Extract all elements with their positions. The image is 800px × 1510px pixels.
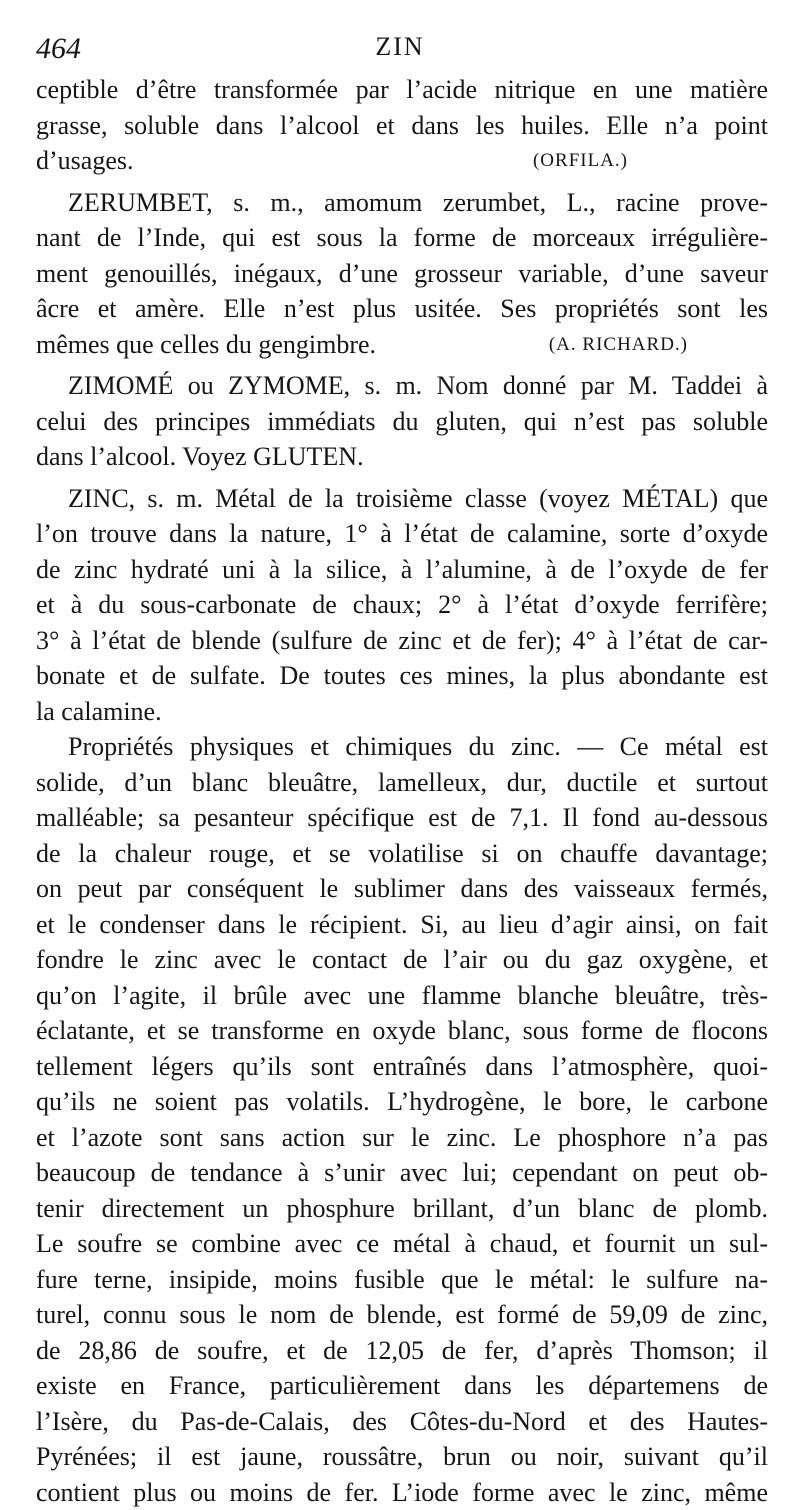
text-line: turel, connu sous le nom de blende, est formé de 59,09 de zinc, <box>36 1297 768 1333</box>
text-line-fragment: ZERUMBET, s. m., amomum zerumbet, L., racine prove- <box>68 188 768 217</box>
text-line <box>36 327 768 363</box>
page-number: 464 <box>36 32 81 66</box>
page-body <box>36 72 768 1510</box>
text-line: tenir directement un phosphure brillant, d’un blanc de plomb. <box>36 1191 768 1227</box>
author-signature-richard: (A. RICHARD.) <box>549 327 688 363</box>
text-line: dans l’alcool. Voyez GLUTEN. <box>36 439 768 475</box>
text-line: Le soufre se combine avec ce métal à chaud, et fournit un sul- <box>36 1226 768 1262</box>
entry-first-line-zerumbet <box>36 185 768 221</box>
text-line: l’Isère, du Pas-de-Calais, des Côtes-du-Nord et des Hautes- <box>36 1404 768 1440</box>
entry-first-line-zimome: ZIMOMÉ ou ZYMOME, s. m. Nom donné par M. Taddei à <box>36 368 768 404</box>
text-line-fragment: d’usages. <box>36 146 133 175</box>
text-line: fondre le zinc avec le contact de l’air ou du gaz oxygène, et <box>36 942 768 978</box>
text-line: malléable; sa pesanteur spécifique est de 7,1. Il fond au-dessous <box>36 800 768 836</box>
text-line: grasse, soluble dans l’alcool et dans les huiles. Elle n’a point <box>36 108 768 144</box>
running-head: ZIN <box>0 32 800 62</box>
text-line: et le condenser dans le récipient. Si, au lieu d’agir ainsi, on fait <box>36 907 768 943</box>
section-first-line: Propriétés physiques et chimiques du zinc. — Ce métal est <box>36 729 768 765</box>
author-signature-orfila: (ORFILA.) <box>533 143 628 179</box>
text-line: ceptible d’être transformée par l’acide nitrique en une matière <box>36 72 768 108</box>
text-line: âcre et amère. Elle n’est plus usitée. Ses propriétés sont les <box>36 291 768 327</box>
text-line: celui des principes immédiats du gluten, qui n’est pas soluble <box>36 404 768 440</box>
text-line: fure terne, insipide, moins fusible que le métal: le sulfure na- <box>36 1262 768 1298</box>
text-line: on peut par conséquent le sublimer dans des vaisseaux fermés, <box>36 871 768 907</box>
text-line: de la chaleur rouge, et se volatilise si on chauffe davantage; <box>36 836 768 872</box>
text-line: qu’ils ne soient pas volatils. L’hydrogène, le bore, le carbone <box>36 1084 768 1120</box>
text-line: 3° à l’état de blende (sulfure de zinc et de fer); 4° à l’état de car- <box>36 623 768 659</box>
text-line: la calamine. <box>36 694 768 730</box>
text-line: qu’on l’agite, il brûle avec une flamme blanche bleuâtre, très- <box>36 978 768 1014</box>
text-line: et l’azote sont sans action sur le zinc. Le phosphore n’a pas <box>36 1120 768 1156</box>
text-line: beaucoup de tendance à s’unir avec lui; cependant on peut ob- <box>36 1155 768 1191</box>
text-line <box>36 143 768 179</box>
text-line: nant de l’Inde, qui est sous la forme de morceaux irrégulière- <box>36 220 768 256</box>
text-line: de 28,86 de soufre, et de 12,05 de fer, d’après Thomson; il <box>36 1333 768 1369</box>
text-line: et à du sous-carbonate de chaux; 2° à l’état d’oxyde ferrifère; <box>36 587 768 623</box>
text-line: bonate et de sulfate. De toutes ces mines, la plus abondante est <box>36 658 768 694</box>
text-line: éclatante, et se transforme en oxyde blanc, sous forme de flocons <box>36 1013 768 1049</box>
text-line: contient plus ou moins de fer. L’iode forme avec le zinc, même <box>36 1475 768 1510</box>
text-line: existe en France, particulièrement dans les départemens de <box>36 1368 768 1404</box>
entry-first-line-zinc: ZINC, s. m. Métal de la troisième classe (voyez MÉTAL) que <box>36 481 768 517</box>
text-line-fragment: mêmes que celles du gengimbre. <box>36 330 376 359</box>
text-line: l’on trouve dans la nature, 1° à l’état de calamine, sorte d’oxyde <box>36 516 768 552</box>
text-line: tellement légers qu’ils sont entraînés dans l’atmosphère, quoi- <box>36 1049 768 1085</box>
text-line: solide, d’un blanc bleuâtre, lamelleux, dur, ductile et surtout <box>36 765 768 801</box>
page-header <box>0 32 800 68</box>
text-line: Pyrénées; il est jaune, roussâtre, brun ou noir, suivant qu’il <box>36 1439 768 1475</box>
text-line: ment genouillés, inégaux, d’une grosseur variable, d’une saveur <box>36 256 768 292</box>
text-line: de zinc hydraté uni à la silice, à l’alumine, à de l’oxyde de fer <box>36 552 768 588</box>
